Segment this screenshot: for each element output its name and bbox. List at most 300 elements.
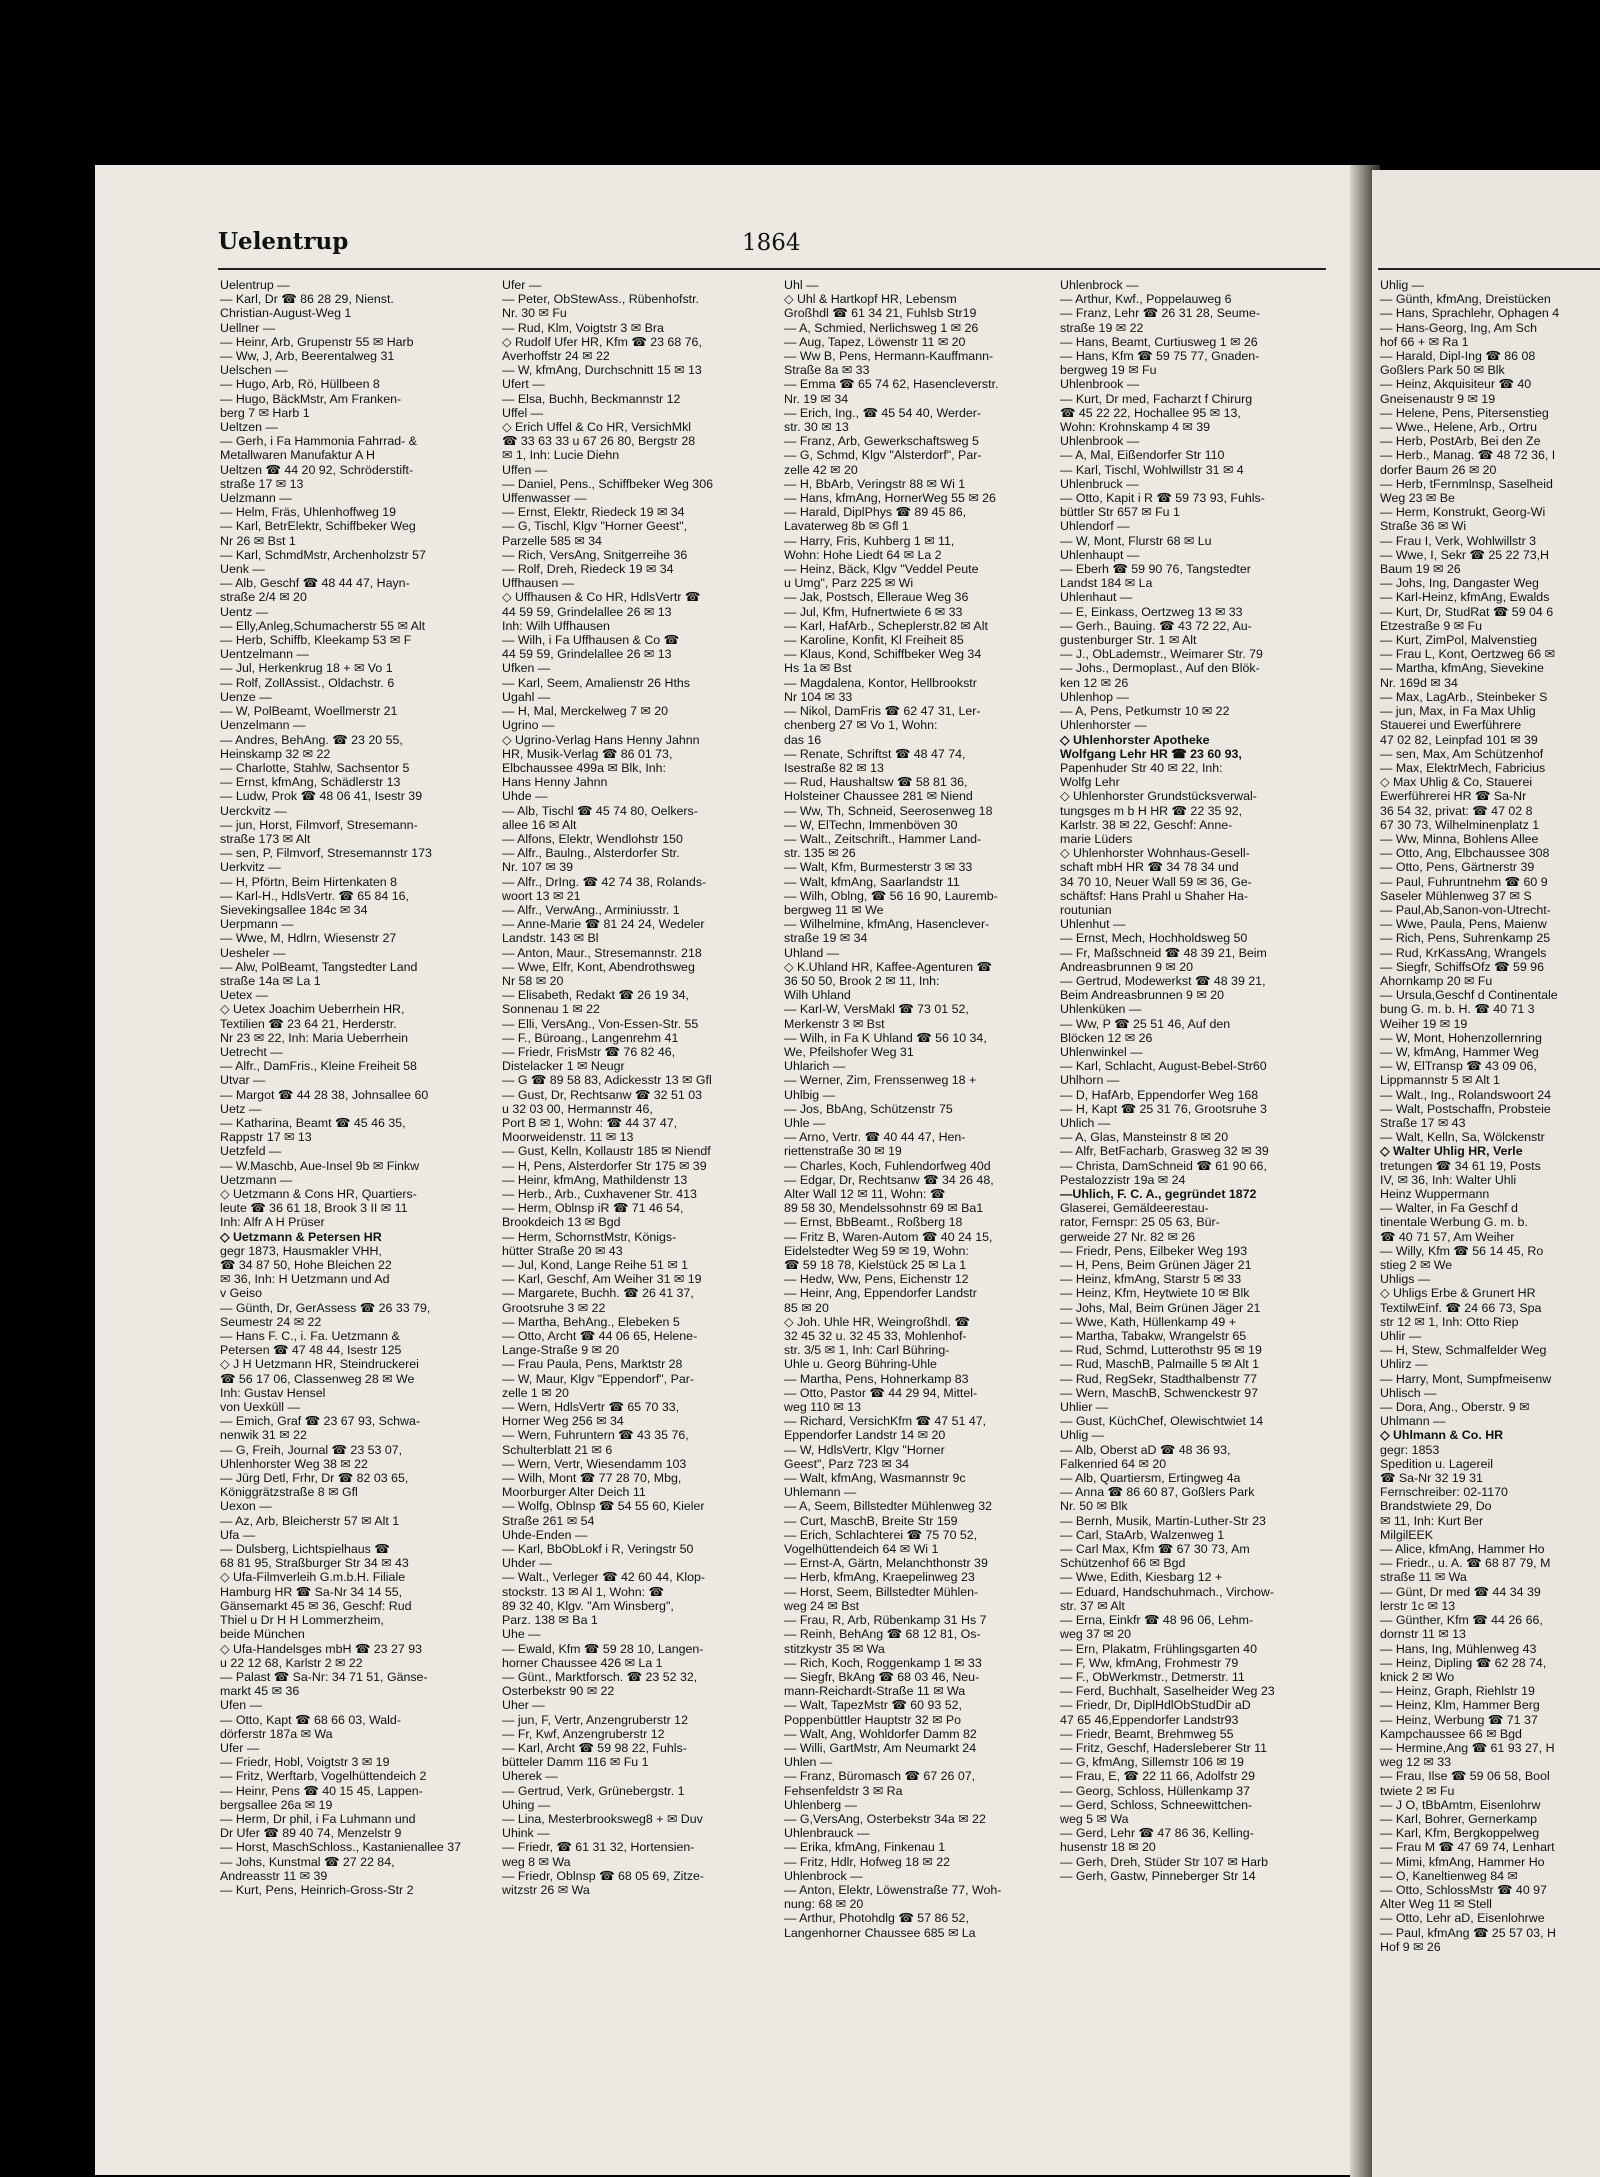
directory-line: Uhlenbrauck — <box>784 1826 870 1841</box>
directory-line: — Arthur, Kwf., Poppelauweg 6 <box>1060 292 1232 307</box>
directory-line: Port B ✉ 1, Wohn: ☎ 44 37 47, <box>502 1115 678 1130</box>
directory-line: bergweg 19 ✉ Fu <box>1060 363 1157 378</box>
directory-line: Moorburger Alter Deich 11 <box>502 1485 646 1500</box>
directory-line: 47 65 46,Eppendorfer Landstr93 <box>1060 1712 1239 1727</box>
directory-line: — Gerh, Dreh, Stüder Str 107 ✉ Harb <box>1060 1854 1269 1869</box>
directory-line: — Gust, Dr, Rechtsanw ☎ 32 51 03 <box>502 1087 703 1102</box>
directory-line: — Fr, Kwf, Anzengruberstr 12 <box>502 1726 665 1741</box>
column-4 <box>1060 278 1325 2168</box>
directory-line: Hans Henny Jahnn <box>502 775 608 790</box>
directory-line: — Franz, Lehr ☎ 26 31 28, Seume- <box>1060 306 1261 321</box>
directory-line: — Rud, RegSekr, Stadthalbenstr 77 <box>1060 1371 1257 1386</box>
directory-line: büttler Str 657 ✉ Fu 1 <box>1060 505 1180 520</box>
directory-line: ◇ Uhl & Hartkopf HR, Lebensm <box>784 292 957 307</box>
directory-line: — Karl, HafArb., Scheplerstr.82 ✉ Alt <box>784 618 988 633</box>
directory-line: Wohn: Krohnskamp 4 ✉ 39 <box>1060 420 1210 435</box>
directory-line: Uhlenhaut — <box>1060 590 1133 605</box>
directory-line: — Kurt, Pens, Heinrich-Gross-Str 2 <box>220 1882 414 1897</box>
directory-line: — Hugo, BäckMstr, Am Franken- <box>220 391 402 406</box>
directory-line: Uelentrup — <box>220 278 290 292</box>
directory-line: — Kurt, Dr med, Facharzt f Chirurg <box>1060 391 1253 406</box>
directory-line: straße 14a ✉ La 1 <box>220 973 321 988</box>
directory-line: 44 59 59, Grindelallee 26 ✉ 13 <box>502 604 672 619</box>
directory-line: Nr. 30 ✉ Fu <box>502 306 567 321</box>
directory-line: straße 2/4 ✉ 20 <box>220 590 307 605</box>
directory-line: Großhdl ☎ 61 34 21, Fuhlsb Str19 <box>784 306 977 321</box>
directory-line: — Magdalena, Kontor, Hellbrookstr <box>784 675 977 690</box>
directory-line: IV, ✉ 36, Inh: Walter Uhli <box>1380 1172 1517 1187</box>
directory-line: — Ernst, kfmAng, Schädlerstr 13 <box>220 775 401 790</box>
directory-line: u 22 12 68, Karlstr 2 ✉ 22 <box>220 1655 363 1670</box>
directory-line: — Emich, Graf ☎ 23 67 93, Schwa- <box>220 1414 420 1429</box>
directory-line: dornstr 11 ✉ 13 <box>1380 1627 1466 1642</box>
directory-line: Uexon — <box>220 1499 272 1514</box>
directory-line: Moorweidenstr. 11 ✉ 13 <box>502 1130 634 1145</box>
directory-line: weg 8 ✉ Wa <box>502 1854 571 1869</box>
directory-line: — Heinz, Dipling ☎ 62 28 74, <box>1380 1655 1547 1670</box>
directory-line: — H, Mal, Merckelweg 7 ✉ 20 <box>502 704 669 719</box>
directory-line: Heinz Wuppermann <box>1380 1187 1490 1201</box>
directory-line: — Ww, J, Arb, Beerentalweg 31 <box>220 349 395 364</box>
directory-line: — Frau Paula, Pens, Marktstr 28 <box>502 1357 683 1372</box>
directory-line: 89 58 30, Mendelssohnstr 69 ✉ Ba1 <box>784 1201 984 1216</box>
directory-line: Ugahl — <box>502 689 551 704</box>
directory-line: — Friedr, FrisMstr ☎ 76 82 46, <box>502 1044 676 1059</box>
directory-line: Horner Weg 256 ✉ 34 <box>502 1414 624 1429</box>
directory-line: leute ☎ 36 61 18, Brook 3 II ✉ 11 <box>220 1201 408 1216</box>
directory-line: Thiel u Dr H H Lommerzheim, <box>220 1613 384 1628</box>
directory-line: hof 66 + ✉ Ra 1 <box>1380 334 1469 349</box>
directory-line: Nr 26 ✉ Bst 1 <box>220 533 296 548</box>
directory-line: ◇ Erich Uffel & Co HR, VersichMkl <box>502 420 692 435</box>
directory-line: — Arthur, Photohdlg ☎ 57 86 52, <box>784 1911 969 1926</box>
directory-line: — W, kfmAng, Hammer Weg <box>1380 1044 1539 1059</box>
directory-line: Uenk — <box>220 562 265 577</box>
directory-line: — jun, Horst, Filmvorf, Stresemann- <box>220 817 418 832</box>
directory-line: — W, ElTechn, Immenböven 30 <box>784 817 958 832</box>
directory-line: — Günther, Kfm ☎ 44 26 66, <box>1380 1613 1543 1628</box>
directory-line: — Heinz, Klm, Hammer Berg <box>1380 1698 1540 1713</box>
directory-line: — Herm, SchornstMstr, Königs- <box>502 1229 677 1244</box>
directory-line: 67 30 73, Wilhelminenplatz 1 <box>1380 817 1540 832</box>
directory-line: — jun, Max, in Fa Max Uhlig <box>1380 704 1536 719</box>
directory-line: — Karl-W, VersMakl ☎ 73 01 52, <box>784 1002 969 1017</box>
directory-line: Uhlbig — <box>784 1087 835 1102</box>
directory-line: — Alb, Tischl ☎ 45 74 80, Oelkers- <box>502 803 698 818</box>
directory-line: Uetex — <box>220 988 269 1003</box>
directory-line: Lange-Straße 9 ✉ 20 <box>502 1343 620 1358</box>
directory-line: — Rud, MaschB, Palmaille 5 ✉ Alt 1 <box>1060 1357 1260 1372</box>
directory-line: Ahornkamp 20 ✉ Fu <box>1380 973 1493 988</box>
directory-line: — A, Pens, Petkumstr 10 ✉ 22 <box>1060 704 1230 719</box>
directory-line: gegr 1873, Hausmakler VHH, <box>220 1243 382 1258</box>
directory-line: ☎ 56 17 06, Classenweg 28 ✉ We <box>220 1371 415 1386</box>
directory-line: ◇ K.Uhland HR, Kaffee-Agenturen ☎ <box>784 959 992 974</box>
directory-line: — Elli, VersAng., Von-Essen-Str. 55 <box>502 1016 699 1031</box>
directory-line: — Wern, Vertr, Wiesendamm 103 <box>502 1456 687 1471</box>
directory-line: 85 ✉ 20 <box>784 1300 829 1315</box>
directory-line: Uhlenhaupt — <box>1060 547 1140 562</box>
directory-line: — F, Ww, kfmAng, Frohmestr 79 <box>1060 1655 1239 1670</box>
directory-line: — G, kfmAng, Sillemstr 106 ✉ 19 <box>1060 1755 1244 1770</box>
directory-line: — Rolf, ZollAssist., Oldachstr. 6 <box>220 675 395 690</box>
directory-line: Stauerei und Ewerführere <box>1380 718 1522 733</box>
directory-line: — Otto, Lehr aD, Eisenlohrwe <box>1380 1911 1545 1926</box>
directory-line: str. 3/5 ✉ 1, Inh: Carl Bühring- <box>784 1343 950 1358</box>
directory-line: Uhing — <box>502 1797 551 1812</box>
directory-line: — Hans, Kfm ☎ 59 75 77, Gnaden- <box>1060 349 1260 364</box>
directory-line: Uhlenbruck — <box>1060 476 1139 491</box>
directory-line: Osterbekstr 90 ✉ 22 <box>502 1684 615 1699</box>
directory-line: — Rich, Pens, Suhrenkamp 25 <box>1380 931 1551 946</box>
directory-line: Uetz — <box>220 1101 262 1116</box>
directory-line: str. 37 ✉ Alt <box>1060 1598 1125 1613</box>
directory-line: — Herm, Oblnsp iR ☎ 71 46 54, <box>502 1201 684 1216</box>
directory-line: — Karl, Geschf, Am Weiher 31 ✉ 19 <box>502 1272 702 1287</box>
directory-line: — Frau, Ilse ☎ 59 06 58, Bool <box>1380 1769 1550 1784</box>
directory-line: Rappstr 17 ✉ 13 <box>220 1130 312 1145</box>
directory-line: — Walt, Ang, Wohldorfer Damm 82 <box>784 1726 977 1741</box>
directory-line: — Alfr., VerwAng., Arminiusstr. 1 <box>502 902 680 917</box>
directory-line: straße 173 ✉ Alt <box>220 831 311 846</box>
directory-line: — Walt., Verleger ☎ 42 60 44, Klop- <box>502 1570 705 1585</box>
directory-line: — Werner, Zim, Frenssenweg 18 + <box>784 1073 977 1088</box>
directory-line: Alter Weg 11 ✉ Stell <box>1380 1897 1492 1912</box>
directory-line: Hof 9 ✉ 26 <box>1380 1939 1441 1954</box>
directory-line: — Friedr, Beamt, Brehmweg 55 <box>1060 1726 1234 1741</box>
directory-line: straße 19 ✉ 34 <box>784 931 868 946</box>
directory-line: ☎ Sa-Nr 32 19 31 <box>1380 1471 1483 1486</box>
directory-line: — Karl-H., HdlsVertr. ☎ 65 84 16, <box>220 888 409 903</box>
directory-line: Nr. 107 ✉ 39 <box>502 860 573 875</box>
directory-line: Uhlenhorster Weg 38 ✉ 22 <box>220 1456 368 1471</box>
directory-line: — Walt, Kelln, Sa, Wölckenstr <box>1380 1130 1545 1145</box>
directory-line: 89 32 40, Klgv. "Am Winsberg", <box>502 1598 674 1613</box>
directory-line: — Wilh, i Fa Uffhausen & Co ☎ <box>502 633 680 648</box>
directory-line: ◇ Uhlmann & Co. HR <box>1380 1428 1504 1443</box>
directory-line: nung: 68 ✉ 20 <box>784 1897 864 1912</box>
directory-line: — H, Pförtn, Beim Hirtenkaten 8 <box>220 874 397 889</box>
directory-line: — Helene, Pens, Pitersenstieg <box>1380 405 1549 420</box>
directory-line: Parz. 138 ✉ Ba 1 <box>502 1613 598 1628</box>
directory-line: — W, ElTransp ☎ 43 09 06, <box>1380 1059 1537 1074</box>
directory-line: — sen, P, Filmvorf, Stresemannstr 173 <box>220 846 432 861</box>
directory-line: — Frau, R, Arb, Rübenkamp 31 Hs 7 <box>784 1613 987 1628</box>
directory-line: ◇ Walter Uhlig HR, Verle <box>1380 1144 1523 1159</box>
directory-line: — Willy, Kfm ☎ 56 14 45, Ro <box>1380 1243 1544 1258</box>
directory-line: Schützenhof 66 ✉ Bgd <box>1060 1556 1186 1571</box>
directory-line: hütter Straße 20 ✉ 43 <box>502 1243 623 1258</box>
directory-line: Isestraße 82 ✉ 13 <box>784 760 884 775</box>
directory-line: — Walt, kfmAng, Saarlandstr 11 <box>784 874 960 889</box>
directory-line: Uhlir — <box>1380 1329 1422 1344</box>
directory-line: — Wilhelmine, kfmAng, Hasenclever- <box>784 917 990 932</box>
directory-line: — Herb, kfmAng, Kraepelinweg 23 <box>784 1570 975 1585</box>
directory-line: — sen, Max, Am Schützenhof <box>1380 746 1544 761</box>
directory-line: — Siegfr, BkAng ☎ 68 03 46, Neu- <box>784 1669 980 1684</box>
directory-line: — Wwe, Elfr, Kont, Abendrothsweg <box>502 959 695 974</box>
directory-line: lerstr 1c ✉ 13 <box>1380 1598 1456 1613</box>
directory-line: — Bernh, Musik, Martin-Luther-Str 23 <box>1060 1513 1266 1528</box>
directory-line: — Renate, Schriftst ☎ 48 47 74, <box>784 746 966 761</box>
directory-line: — Walt, TapezMstr ☎ 60 93 52, <box>784 1698 962 1713</box>
directory-line: — Ferd, Buchhalt, Saselheider Weg 23 <box>1060 1684 1275 1699</box>
directory-line: Uffen — <box>502 462 548 477</box>
directory-line: — Friedr, ☎ 61 31 32, Hortensien- <box>502 1840 695 1855</box>
directory-line: gegr: 1853 <box>1380 1442 1440 1457</box>
directory-line: Uerckvitz — <box>220 803 287 818</box>
directory-line: Dr Ufer ☎ 89 40 74, Menzelstr 9 <box>220 1826 402 1841</box>
directory-line: Uhlhorn — <box>1060 1073 1120 1088</box>
directory-line: Straße 8a ✉ 33 <box>784 363 870 378</box>
directory-line: — D, HafArb, Eppendorfer Weg 168 <box>1060 1087 1259 1102</box>
directory-line: — Franz, Arb, Gewerkschaftsweg 5 <box>784 434 979 449</box>
directory-line: — Karl, Archt ☎ 59 98 22, Fuhls- <box>502 1740 687 1755</box>
directory-line: Uentzelmann — <box>220 647 309 662</box>
directory-line: — A, Glas, Mansteinstr 8 ✉ 20 <box>1060 1130 1229 1145</box>
directory-line: Schulterblatt 21 ✉ 6 <box>502 1442 613 1457</box>
directory-line: — Peter, ObStewAss., Rübenhofstr. <box>502 292 699 307</box>
directory-line: Brookdeich 13 ✉ Bgd <box>502 1215 621 1230</box>
directory-line: weg 37 ✉ 20 <box>1060 1627 1132 1642</box>
directory-line: — Gerh., Bauing. ☎ 43 72 22, Au- <box>1060 618 1252 633</box>
directory-line: Uerkvitz — <box>220 860 281 875</box>
directory-line: — Ludw, Prok ☎ 48 06 41, Isestr 39 <box>220 789 423 804</box>
directory-line: ◇ Uhlenhorster Apotheke <box>1060 732 1210 747</box>
directory-line: — Wwe, I, Sekr ☎ 25 22 73,H <box>1380 547 1549 562</box>
directory-line: — Alfr., DrIng. ☎ 42 74 38, Rolands- <box>502 874 707 889</box>
directory-line: — Andres, BehAng. ☎ 23 20 55, <box>220 732 403 747</box>
directory-line: Uhle u. Georg Bühring-Uhle <box>784 1357 937 1372</box>
directory-line: von Uexküll — <box>220 1400 300 1415</box>
directory-line: — F., Büroang., Langenrehm 41 <box>502 1030 679 1045</box>
directory-line: — Alfr, BetFacharb, Grasweg 32 ✉ 39 <box>1060 1144 1269 1159</box>
directory-line: stieg 2 ✉ We <box>1380 1258 1453 1273</box>
directory-line: ◇ Max Uhlig & Co, Stauerei <box>1380 775 1533 790</box>
directory-line: — Heinz, Werbung ☎ 71 37 <box>1380 1712 1538 1727</box>
directory-line: — Anne-Marie ☎ 81 24 24, Wedeler <box>502 917 705 932</box>
directory-line: — J O, tBbAmtm, Eisenlohrw <box>1380 1797 1541 1812</box>
directory-line: Uhl — <box>784 278 819 292</box>
directory-line: — W, Mont, Hohenzollernring <box>1380 1030 1542 1045</box>
directory-line: Averhoffstr 24 ✉ 22 <box>502 349 610 364</box>
directory-line: — Kurt, Dr, StudRat ☎ 59 04 6 <box>1380 604 1554 619</box>
directory-line: weg 5 ✉ Wa <box>1060 1811 1129 1826</box>
directory-line: Metallwaren Manufaktur A H <box>220 448 375 463</box>
directory-line: Uffenwasser — <box>502 491 587 506</box>
directory-line: — Günth, Dr, GerAssess ☎ 26 33 79, <box>220 1300 431 1315</box>
directory-line: — Rich, Koch, Roggenkamp 1 ✉ 33 <box>784 1655 982 1670</box>
directory-line: Poppenbüttler Hauptstr 32 ✉ Po <box>784 1712 962 1727</box>
directory-line: stockstr. 13 ✉ Al 1, Wohn: ☎ <box>502 1584 664 1599</box>
directory-line: — Horst, MaschSchloss., Kastanienallee 37 <box>220 1840 462 1855</box>
directory-line: Utvar — <box>220 1073 266 1088</box>
directory-line: — Franz, Büromasch ☎ 67 26 07, <box>784 1769 976 1784</box>
directory-line: MilgilEEK <box>1380 1527 1434 1542</box>
directory-line: — Wwe., Helene, Arb., Ortru <box>1380 420 1537 435</box>
directory-line: Uetzmann — <box>220 1172 293 1187</box>
directory-line: Uerpmann — <box>220 917 294 932</box>
directory-line: ken 12 ✉ 26 <box>1060 675 1129 690</box>
directory-line: Brandstwiete 29, Do <box>1380 1499 1492 1514</box>
directory-line: Uhlig — <box>1380 278 1425 292</box>
directory-line: — W.Maschb, Aue-Insel 9b ✉ Finkw <box>220 1158 420 1173</box>
directory-line: — Heinz, Bäck, Klgv "Veddel Peute <box>784 562 979 577</box>
directory-line: — G,VersAng, Osterbekstr 34a ✉ 22 <box>784 1811 986 1826</box>
directory-line: — A, Schmied, Nerlichsweg 1 ✉ 26 <box>784 320 979 335</box>
directory-line: — Otto, SchlossMstr ☎ 40 97 <box>1380 1882 1547 1897</box>
directory-line: — Walt., Ing., Rolandswoort 24 <box>1380 1087 1552 1102</box>
directory-line: TextilwEinf. ☎ 24 66 73, Spa <box>1380 1300 1542 1315</box>
directory-line: — Ww B, Pens, Hermann-Kauffmann- <box>784 349 994 364</box>
directory-line: Falkenried 64 ✉ 20 <box>1060 1456 1167 1471</box>
running-head: Uelentrup <box>218 228 349 255</box>
directory-line: Straße 36 ✉ Wi <box>1380 519 1467 534</box>
directory-line: zelle 42 ✉ 20 <box>784 462 858 477</box>
directory-line: — Walt, Kfm, Burmesterstr 3 ✉ 33 <box>784 860 973 875</box>
directory-line: — Walt, Postschaffn, Probsteie <box>1380 1101 1551 1116</box>
directory-line: — Emma ☎ 65 74 62, Hasencleverstr. <box>784 377 999 392</box>
directory-line: ◇ Uhlenhorster Grundstücksverwal- <box>1060 789 1257 804</box>
directory-line: weg 12 ✉ 33 <box>1380 1755 1452 1770</box>
directory-line: bergsallee 26a ✉ 19 <box>220 1797 333 1812</box>
directory-line: Inh: Gustav Hensel <box>220 1385 326 1400</box>
directory-line: — Otto, Kapt ☎ 68 66 03, Wald- <box>220 1712 401 1727</box>
directory-line: Karlstr. 38 ✉ 22, Geschf: Anne- <box>1060 817 1233 832</box>
directory-line: — Frau I, Verk, Wohlwillstr 3 <box>1380 533 1537 548</box>
directory-line: 36 54 32, privat: ☎ 47 02 8 <box>1380 803 1533 818</box>
directory-line: — Karl, Seem, Amalienstr 26 Hths <box>502 675 690 690</box>
directory-line: Hs 1a ✉ Bst <box>784 661 852 676</box>
directory-line: — Carl Max, Kfm ☎ 67 30 73, Am <box>1060 1542 1250 1557</box>
directory-line: — Klaus, Kond, Schiffbeker Weg 34 <box>784 647 982 662</box>
directory-line: — W, Maur, Klgv "Eppendorf", Par- <box>502 1371 694 1386</box>
directory-line: Uhlenhut — <box>1060 917 1126 932</box>
directory-line: — Wern, Fuhruntern ☎ 43 35 76, <box>502 1428 689 1443</box>
directory-line: — G, Tischl, Klgv "Horner Geest", <box>502 519 688 534</box>
directory-line: — Anton, Elektr, Löwenstraße 77, Woh- <box>784 1882 1002 1897</box>
directory-line: nenwik 31 ✉ 22 <box>220 1428 307 1443</box>
directory-line: — Helm, Fräs, Uhlenhoffweg 19 <box>220 505 397 520</box>
directory-line: — Az, Arb, Bleicherstr 57 ✉ Alt 1 <box>220 1513 400 1528</box>
directory-line: — Eduard, Handschuhmach., Virchow- <box>1060 1584 1274 1599</box>
directory-line: — Hugo, Arb, Rö, Hüllbeen 8 <box>220 377 380 392</box>
directory-line: — Johs., Dermoplast., Auf den Blök- <box>1060 661 1260 676</box>
directory-line: Nr. 19 ✉ 34 <box>784 391 849 406</box>
directory-line: — Alw, PolBeamt, Tangstedter Land <box>220 959 418 974</box>
directory-line: Eidelstedter Weg 59 ✉ 19, Wohn: <box>784 1243 969 1258</box>
directory-line: — Alfons, Elektr, Wendlohstr 150 <box>502 831 683 846</box>
directory-line: marie Lüders <box>1060 831 1133 846</box>
directory-line: Uhlenhorster — <box>1060 718 1147 733</box>
directory-line: gustenburger Str. 1 ✉ Alt <box>1060 633 1197 648</box>
directory-line: — H, BbArb, Veringstr 88 ✉ Wi 1 <box>784 476 966 491</box>
directory-line: Ufken — <box>502 661 551 676</box>
directory-line: Inh: Alfr A H Prüser <box>220 1215 325 1230</box>
directory-line: Uffel — <box>502 405 544 420</box>
directory-line: — Dora, Ang., Oberstr. 9 ✉ <box>1380 1400 1530 1415</box>
directory-line: Wilh Uhland <box>784 988 851 1003</box>
directory-line: — Jürg Detl, Frhr, Dr ☎ 82 03 65, <box>220 1471 409 1486</box>
directory-line: — Johs, Kunstmal ☎ 27 22 84, <box>220 1854 395 1869</box>
directory-line: weg 110 ✉ 13 <box>784 1400 861 1415</box>
directory-line: Uhlig — <box>1060 1428 1105 1443</box>
directory-line: — Erika, kfmAng, Finkenau 1 <box>784 1840 946 1855</box>
directory-line: ☎ 33 63 33 u 67 26 80, Bergstr 28 <box>502 434 696 449</box>
directory-line: — Fritz, Hdlr, Hofweg 18 ✉ 22 <box>784 1854 951 1869</box>
directory-line: — Walter, in Fa Geschf d <box>1380 1201 1518 1216</box>
directory-line: — jun, F, Vertr, Anzengruberstr 12 <box>502 1712 688 1727</box>
directory-line: ◇ J H Uetzmann HR, Steindruckerei <box>220 1357 419 1372</box>
directory-line: — Eberh ☎ 59 90 76, Tangstedter <box>1060 562 1251 577</box>
directory-line: Uhligs — <box>1380 1272 1431 1287</box>
directory-line: Ufen — <box>220 1698 263 1713</box>
directory-line: — Ernst, Elektr, Riedeck 19 ✉ 34 <box>502 505 685 520</box>
directory-line: — Friedr, Dr, DiplHdlObStudDir aD <box>1060 1698 1251 1713</box>
directory-line: — W, PolBeamt, Woellmerstr 21 <box>220 704 398 719</box>
directory-line: — Gerh, Gastw, Pinneberger Str 14 <box>1060 1868 1256 1883</box>
directory-line: —Uhlich, F. C. A., gegründet 1872 <box>1060 1187 1257 1201</box>
directory-line: — J., ObLademstr., Weimarer Str. 79 <box>1060 647 1263 662</box>
directory-line: — Martha, BehAng., Elebeken 5 <box>502 1314 680 1329</box>
directory-line: — Hermine,Ang ☎ 61 93 27, H <box>1380 1740 1555 1755</box>
column-2 <box>502 278 772 2168</box>
directory-line: — Erich, Ing., ☎ 45 54 40, Werder- <box>784 405 982 420</box>
directory-line: Glaserei, Gemäldeerestau- <box>1060 1201 1209 1216</box>
directory-line: — Wwe, Edith, Kiesbarg 12 + <box>1060 1570 1223 1585</box>
header-rule <box>218 268 1326 270</box>
directory-line: Nr 58 ✉ 20 <box>502 973 564 988</box>
directory-line: — Günt, Dr med ☎ 44 34 39 <box>1380 1584 1541 1599</box>
directory-line: — G, Schmd, Klgv "Alsterdorf", Par- <box>784 448 982 463</box>
directory-line: Weg 23 ✉ Be <box>1380 491 1455 506</box>
directory-line: — Herb., Arb., Cuxhavener Str. 413 <box>502 1187 697 1201</box>
directory-line: ◇ Uetex Joachim Ueberrhein HR, <box>220 1002 405 1017</box>
directory-line: — Aug, Tapez, Löwenstr 11 ✉ 20 <box>784 334 966 349</box>
directory-line: — Otto, Kapit i R ☎ 59 73 93, Fuhls- <box>1060 491 1265 506</box>
directory-line: Langenhorner Chaussee 685 ✉ La <box>784 1925 976 1940</box>
directory-line: — Rud, Klm, Voigtstr 3 ✉ Bra <box>502 320 664 335</box>
directory-line: — Dulsberg, Lichtspielhaus ☎ <box>220 1542 390 1557</box>
directory-line: Parzelle 585 ✉ 34 <box>502 533 602 548</box>
directory-line: weg 24 ✉ Bst <box>784 1598 860 1613</box>
directory-line: rator, Fernspr: 25 05 63, Bür- <box>1060 1215 1220 1230</box>
directory-line: Beim Andreasbrunnen 9 ✉ 20 <box>1060 988 1224 1003</box>
directory-line: Uentz — <box>220 604 269 619</box>
directory-line: Uelzmann — <box>220 491 292 506</box>
directory-line: Papenhuder Str 40 ✉ 22, Inh: <box>1060 760 1223 775</box>
directory-line: — Elly,Anleg,Schumacherstr 55 ✉ Alt <box>220 618 426 633</box>
directory-line: — Rud, Schmd, Lutterothstr 95 ✉ 19 <box>1060 1343 1262 1358</box>
directory-line: — Kurt, ZimPol, Malvenstieg <box>1380 633 1537 648</box>
directory-line: Uhlenberg — <box>784 1797 858 1812</box>
directory-line: — Rud, Haushaltsw ☎ 58 81 36, <box>784 775 968 790</box>
directory-line: — Hans, Ing, Mühlenweg 43 <box>1380 1641 1537 1656</box>
directory-line: — Gertrud, Modewerkst ☎ 48 39 21, <box>1060 973 1266 988</box>
directory-line: ✉ 11, Inh: Kurt Ber <box>1380 1513 1484 1528</box>
directory-line: — Herb, tFernmlnsp, Saselheid <box>1380 476 1553 491</box>
directory-line: — Heinz, Kfm, Heytwiete 10 ✉ Blk <box>1060 1286 1250 1301</box>
directory-line: — Hans F. C., i. Fa. Uetzmann & <box>220 1329 400 1344</box>
directory-line: Ueltzen ☎ 44 20 92, Schröderstift- <box>220 462 414 477</box>
directory-line: — Wilh, Mont ☎ 77 28 70, Mbg, <box>502 1471 682 1486</box>
directory-line: — Alb, Geschf ☎ 48 44 47, Hayn- <box>220 576 410 591</box>
directory-line: das 16 <box>784 732 822 747</box>
directory-line: — Gerd, Lehr ☎ 47 86 36, Kelling- <box>1060 1826 1254 1841</box>
directory-line: — Harald, DiplPhys ☎ 89 45 86, <box>784 505 967 520</box>
directory-line: — Hans-Georg, Ing, Am Sch <box>1380 320 1538 335</box>
directory-line: Sievekingsallee 184c ✉ 34 <box>220 902 368 917</box>
